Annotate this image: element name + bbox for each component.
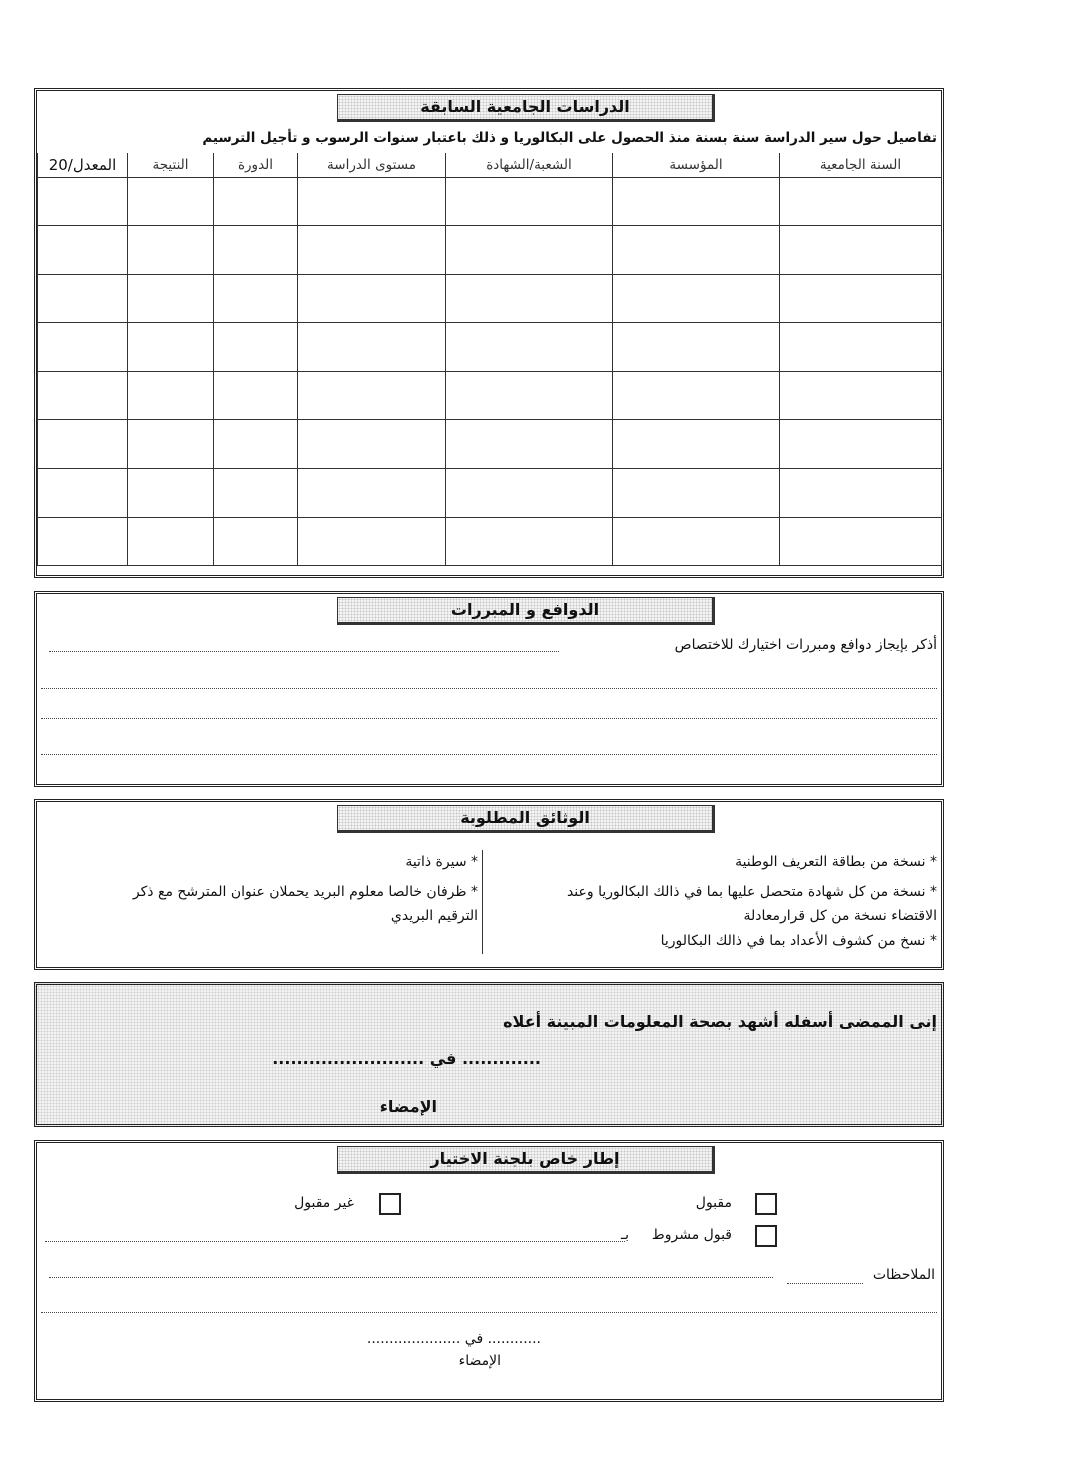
- table-cell[interactable]: [446, 469, 613, 518]
- table-row: [38, 226, 942, 275]
- studies-table: [37, 153, 942, 566]
- studies-subtitle: تفاصيل حول سير الدراسة سنة بسنة منذ الحصول على البكالوريا و ذلك باعتبار سنوات الرسوب و تأجيل الترسيم: [202, 130, 937, 146]
- col-study-level: مستوى الدراسة: [298, 153, 446, 177]
- table-cell[interactable]: [128, 323, 214, 372]
- doc-certificates: * نسخة من كل شهادة متحصل عليها بما في ذالك البكالوريا وعند: [566, 884, 937, 900]
- table-cell[interactable]: [128, 420, 214, 469]
- studies-title: الدراسات الجامعية السابقة: [337, 94, 715, 122]
- declaration-signature-label: الإمضاء: [379, 1097, 437, 1116]
- table-cell[interactable]: [780, 371, 942, 420]
- notes-label: الملاحظات: [872, 1267, 935, 1283]
- table-row: [38, 420, 942, 469]
- table-cell[interactable]: [780, 469, 942, 518]
- doc-equivalence: الاقتضاء نسخة من كل قرارمعادلة: [743, 908, 937, 924]
- studies-header-row: [38, 153, 942, 177]
- table-cell[interactable]: [613, 226, 780, 275]
- table-cell[interactable]: [780, 323, 942, 372]
- committee-date-line[interactable]: ............ في .....................: [366, 1331, 541, 1347]
- table-row: [38, 323, 942, 372]
- documents-divider: [482, 850, 483, 954]
- table-cell[interactable]: [613, 323, 780, 372]
- declaration-date-line[interactable]: ............. في .........................: [272, 1049, 541, 1068]
- doc-transcripts: * نسخ من كشوف الأعداد بما في ذالك البكالوريا: [660, 933, 937, 949]
- conditional-label: قبول مشروط: [651, 1227, 732, 1243]
- table-cell[interactable]: [214, 177, 298, 226]
- table-cell[interactable]: [128, 274, 214, 323]
- table-row: [38, 517, 942, 566]
- documents-section: [34, 799, 944, 970]
- documents-title: الوثائق المطلوبة: [337, 805, 715, 833]
- notes-line-2[interactable]: [41, 1312, 937, 1313]
- table-cell[interactable]: [38, 274, 128, 323]
- table-cell[interactable]: [38, 177, 128, 226]
- doc-postal-code: الترقيم البريدي: [390, 908, 478, 924]
- committee-title: إطار خاص بلجنة الاختيار: [337, 1146, 715, 1174]
- table-cell[interactable]: [298, 469, 446, 518]
- table-cell[interactable]: [298, 177, 446, 226]
- table-row: [38, 177, 942, 226]
- table-cell[interactable]: [128, 177, 214, 226]
- table-cell[interactable]: [214, 226, 298, 275]
- table-cell[interactable]: [214, 274, 298, 323]
- motives-section: [34, 591, 944, 787]
- motives-line-3[interactable]: [41, 718, 937, 719]
- table-cell[interactable]: [38, 420, 128, 469]
- table-cell[interactable]: [780, 177, 942, 226]
- table-cell[interactable]: [298, 371, 446, 420]
- accepted-label: مقبول: [695, 1195, 732, 1211]
- table-cell[interactable]: [128, 226, 214, 275]
- table-cell[interactable]: [214, 420, 298, 469]
- committee-section: [34, 1140, 944, 1402]
- table-row: [38, 371, 942, 420]
- motives-prompt: أذكر بإيجاز دوافع ومبررات اختيارك للاختصاص: [674, 637, 937, 653]
- table-cell[interactable]: [38, 517, 128, 566]
- table-cell[interactable]: [780, 226, 942, 275]
- table-cell[interactable]: [613, 371, 780, 420]
- motives-line-4[interactable]: [41, 754, 937, 755]
- table-row: [38, 274, 942, 323]
- motives-line-1[interactable]: [49, 651, 559, 652]
- conditional-line[interactable]: [45, 1241, 625, 1242]
- table-row: [38, 469, 942, 518]
- notes-line-1[interactable]: [49, 1277, 773, 1278]
- table-cell[interactable]: [446, 371, 613, 420]
- table-cell[interactable]: [446, 517, 613, 566]
- studies-body: [38, 177, 942, 566]
- table-cell[interactable]: [214, 371, 298, 420]
- table-cell[interactable]: [214, 517, 298, 566]
- table-cell[interactable]: [128, 517, 214, 566]
- conditional-checkbox[interactable]: [755, 1225, 777, 1247]
- table-cell[interactable]: [298, 226, 446, 275]
- table-cell[interactable]: [780, 420, 942, 469]
- table-cell[interactable]: [780, 517, 942, 566]
- committee-signature-label: الإمضاء: [458, 1353, 501, 1369]
- table-cell[interactable]: [613, 177, 780, 226]
- rejected-checkbox[interactable]: [379, 1193, 401, 1215]
- accepted-checkbox[interactable]: [755, 1193, 777, 1215]
- col-average: المعدل/20: [38, 153, 128, 177]
- table-cell[interactable]: [446, 274, 613, 323]
- col-session: الدورة: [214, 153, 298, 177]
- table-cell[interactable]: [298, 420, 446, 469]
- table-cell[interactable]: [214, 469, 298, 518]
- col-result: النتيجة: [128, 153, 214, 177]
- motives-title: الدوافع و المبررات: [337, 597, 715, 625]
- table-cell[interactable]: [298, 274, 446, 323]
- table-cell[interactable]: [298, 517, 446, 566]
- studies-section: [34, 88, 944, 578]
- col-branch-degree: الشعبة/الشهادة: [446, 153, 613, 177]
- table-cell[interactable]: [128, 371, 214, 420]
- doc-cv: * سيرة ذاتية: [405, 854, 478, 870]
- table-cell[interactable]: [446, 420, 613, 469]
- conditional-suffix: بـ: [621, 1227, 629, 1243]
- table-cell[interactable]: [446, 177, 613, 226]
- table-cell[interactable]: [38, 226, 128, 275]
- notes-line-short[interactable]: [787, 1283, 863, 1284]
- table-cell[interactable]: [38, 469, 128, 518]
- col-institution: المؤسسة: [613, 153, 780, 177]
- table-cell[interactable]: [613, 274, 780, 323]
- table-cell[interactable]: [298, 323, 446, 372]
- table-cell[interactable]: [613, 420, 780, 469]
- declaration-statement: إنى الممضى أسفله أشهد بصحة المعلومات المبينة أعلاه: [503, 1012, 937, 1031]
- table-cell[interactable]: [780, 274, 942, 323]
- table-cell[interactable]: [214, 323, 298, 372]
- col-academic-year: السنة الجامعية: [780, 153, 942, 177]
- table-cell[interactable]: [446, 226, 613, 275]
- table-cell[interactable]: [38, 371, 128, 420]
- motives-line-2[interactable]: [41, 688, 937, 689]
- doc-envelopes: * ظرفان خالصا معلوم البريد يحملان عنوان المترشح مع ذكر: [132, 884, 478, 900]
- table-cell[interactable]: [38, 323, 128, 372]
- declaration-section: [34, 982, 944, 1127]
- doc-national-id: * نسخة من بطاقة التعريف الوطنية: [735, 854, 937, 870]
- table-cell[interactable]: [446, 323, 613, 372]
- table-cell[interactable]: [128, 469, 214, 518]
- table-cell[interactable]: [613, 469, 780, 518]
- table-cell[interactable]: [613, 517, 780, 566]
- rejected-label: غير مقبول: [294, 1195, 354, 1211]
